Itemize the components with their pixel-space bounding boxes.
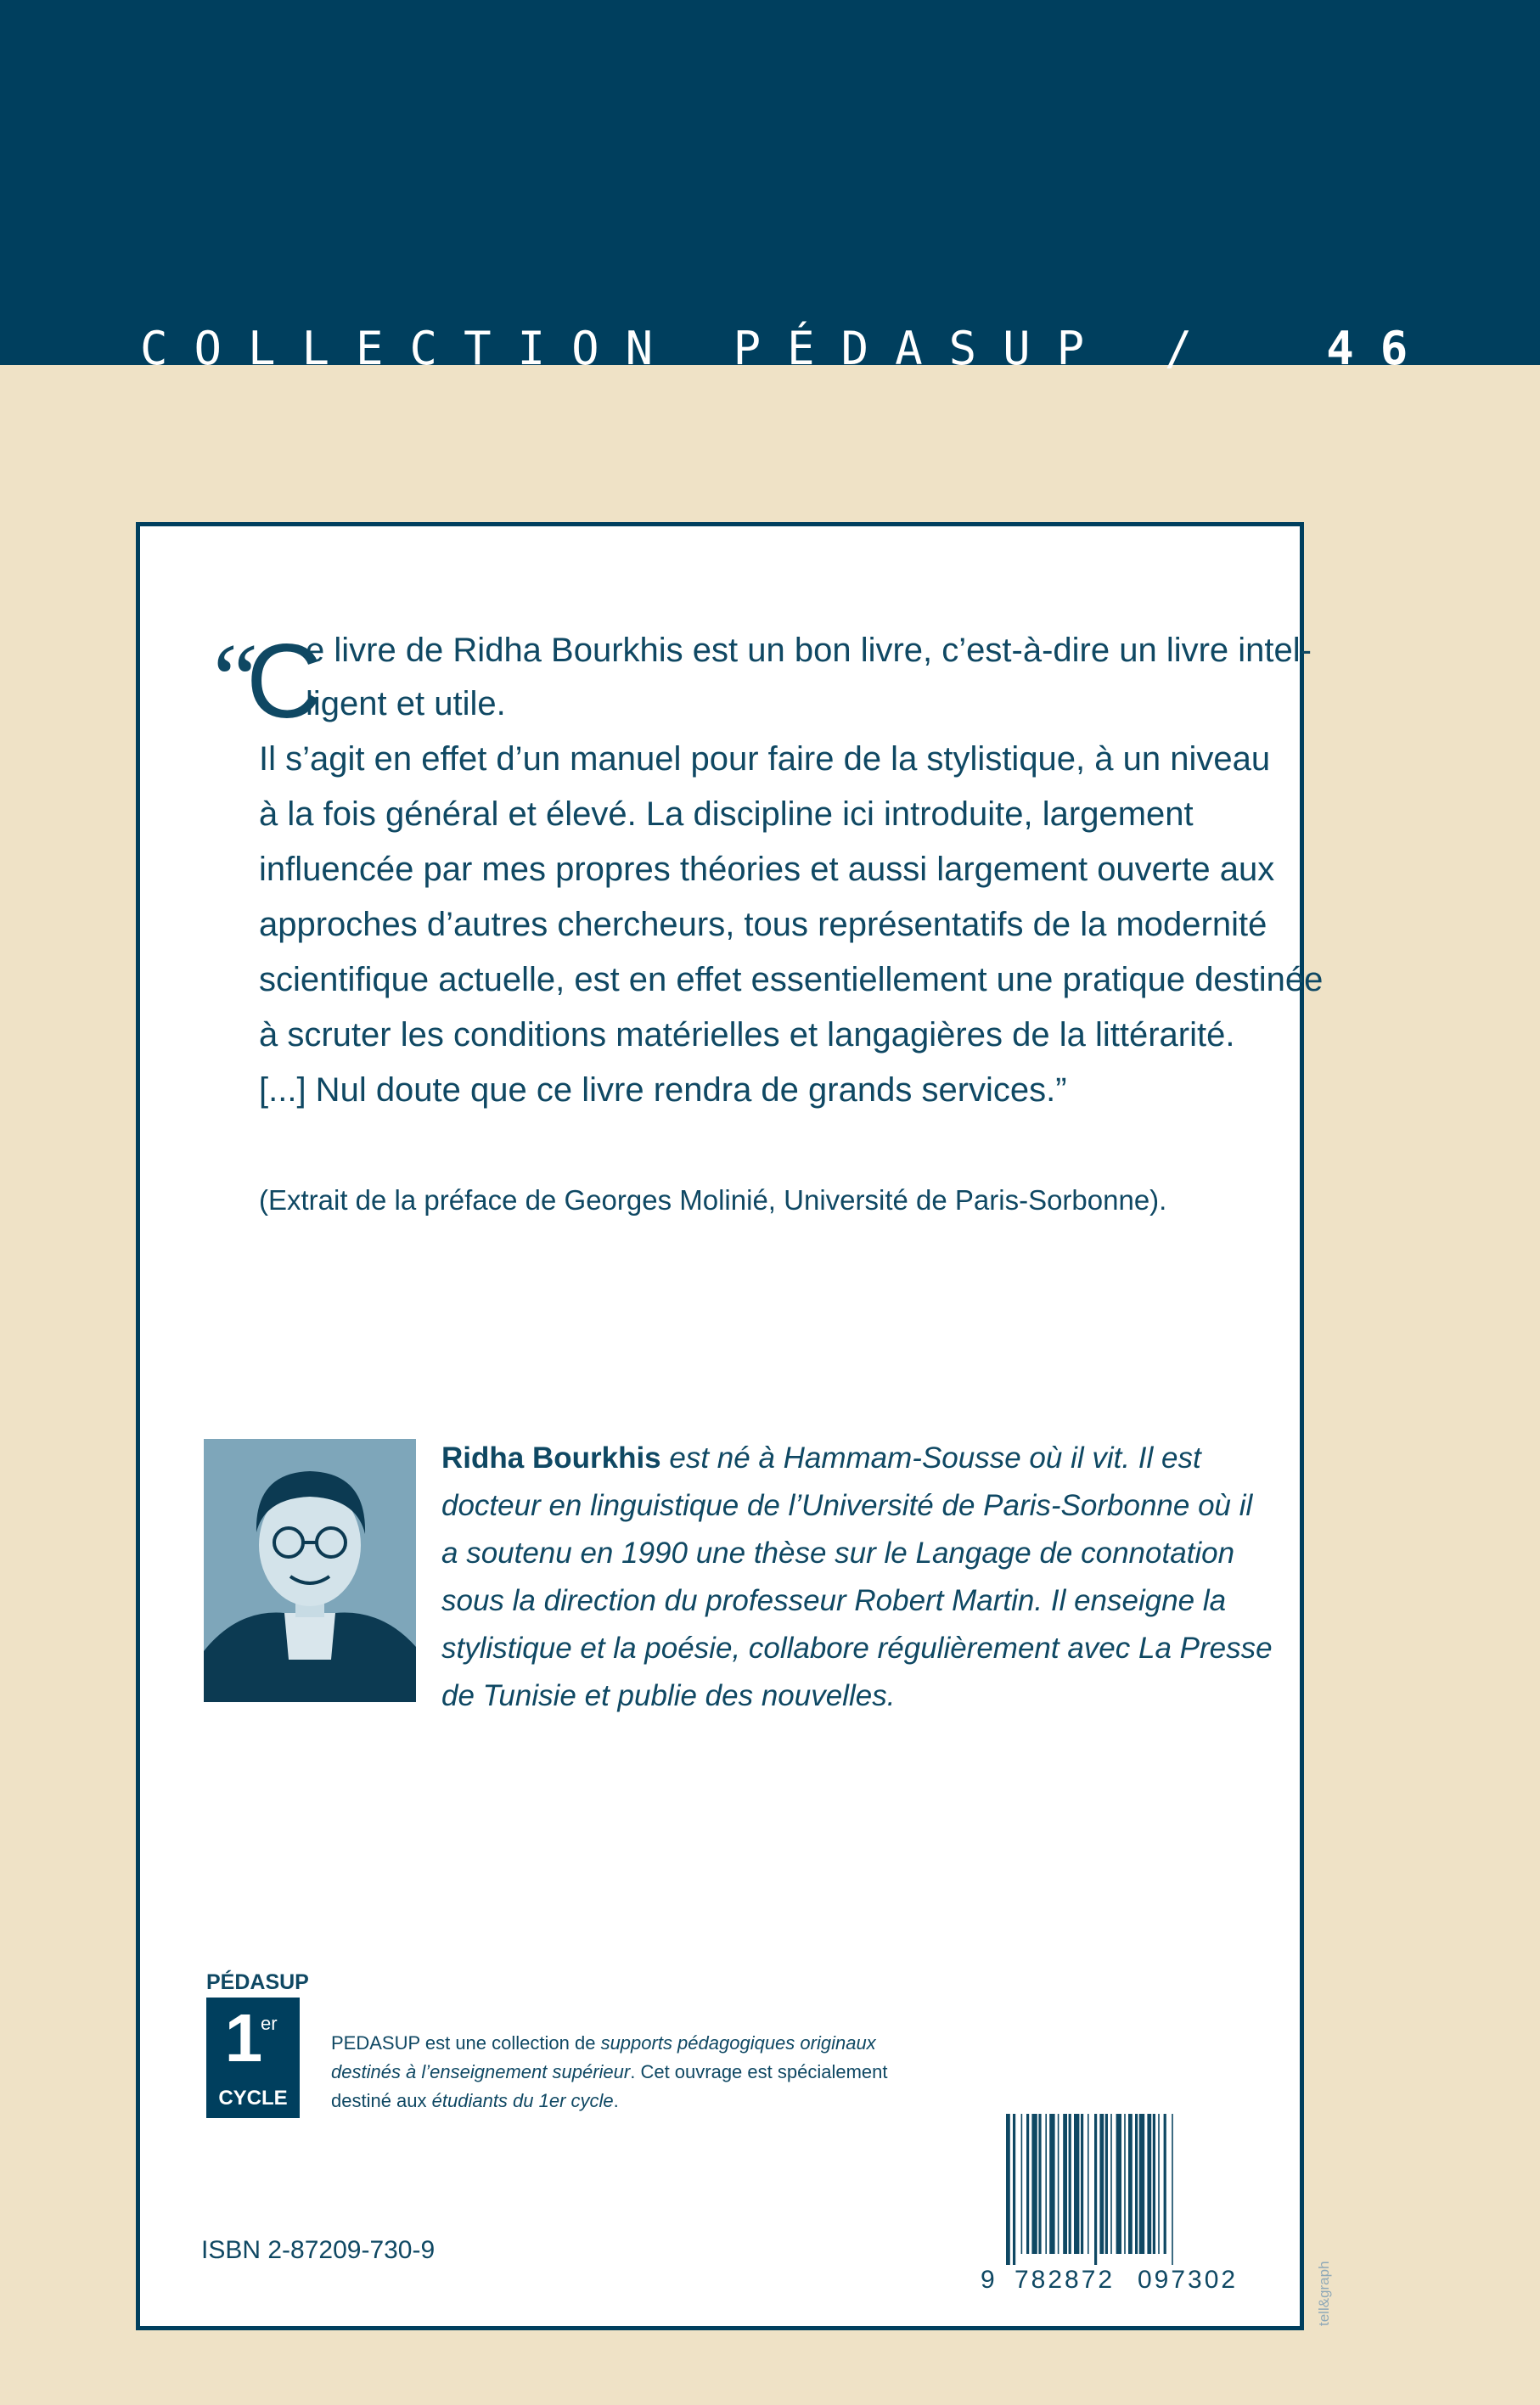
- barcode-group-1: 782872: [1014, 2266, 1116, 2292]
- barcode-bar: [1088, 2114, 1089, 2254]
- barcode-bar: [1081, 2114, 1083, 2254]
- collection-label: COLLECTION PÉDASUP /: [140, 322, 1219, 375]
- barcode-bar: [1124, 2114, 1126, 2254]
- barcode-bar: [1094, 2114, 1097, 2265]
- barcode-bar: [1006, 2114, 1010, 2265]
- barcode-bar: [1139, 2114, 1144, 2254]
- quote-drop-cap: C: [246, 623, 323, 740]
- collection-title: [140, 321, 1434, 377]
- barcode-first-digit: 9: [981, 2266, 995, 2292]
- barcode-bar: [1116, 2114, 1121, 2254]
- quote-line: scientifique actuelle, est en effet essentiellement une pratique destinée: [259, 961, 1324, 998]
- author-portrait-icon: [204, 1439, 416, 1702]
- quote-source: (Extrait de la préface de Georges Molinié, Université de Paris-Sorbonne).: [259, 1184, 1167, 1216]
- quote-open-mark: “: [203, 622, 260, 735]
- barcode-bar: [1063, 2114, 1067, 2254]
- barcode-bar: [1105, 2114, 1108, 2254]
- top-band: [0, 0, 1540, 365]
- barcode-bars: [1006, 2114, 1173, 2265]
- barcode-bar: [1172, 2114, 1173, 2265]
- barcode-bar: [1049, 2114, 1054, 2254]
- printer-credit: tell&graph: [1316, 2261, 1332, 2326]
- isbn: ISBN 2-87209-730-9: [201, 2236, 436, 2264]
- barcode-bar: [1135, 2114, 1138, 2254]
- quote-line: approches d’autres chercheurs, tous représentatifs de la modernité: [259, 906, 1267, 943]
- barcode-bar: [1110, 2114, 1112, 2254]
- author-name: Ridha Bourkhis: [441, 1441, 661, 1475]
- bio-line: sous la direction du professeur Robert Martin. Il enseigne la: [441, 1584, 1227, 1617]
- pedasup-info-line: destiné aux étudiants du 1er cycle.: [331, 2090, 619, 2111]
- badge-suffix: er: [261, 2013, 278, 2034]
- barcode-bar: [1153, 2114, 1155, 2254]
- badge-cycle: CYCLE: [218, 2087, 288, 2110]
- barcode-group-2: 097302: [1138, 2266, 1239, 2292]
- barcode-bar: [1164, 2114, 1166, 2254]
- quote-line: ligent et utile.: [306, 685, 506, 722]
- barcode-bar: [1074, 2114, 1079, 2254]
- badge-number: 1: [224, 2000, 263, 2076]
- barcode-bar: [1021, 2114, 1023, 2254]
- pedasup-info-line: destinés à l’enseignement supérieur. Cet ouvrage est spécialement: [331, 2061, 888, 2082]
- author-photo: [204, 1439, 416, 1702]
- barcode-bar: [1031, 2114, 1037, 2254]
- collection-number: 46: [1326, 322, 1435, 375]
- bio-line: a soutenu en 1990 une thèse sur le Langage de connotation: [441, 1537, 1235, 1570]
- pedasup-label: PÉDASUP: [206, 1970, 309, 1994]
- barcode-bar: [1099, 2114, 1104, 2254]
- barcode-bar: [1038, 2114, 1041, 2254]
- quote-line: Il s’agit en effet d’un manuel pour faire de la stylistique, à un niveau: [259, 740, 1271, 778]
- barcode: [981, 2114, 1269, 2292]
- barcode-bar: [1026, 2114, 1029, 2254]
- quote-line: à la fois général et élevé. La discipline ici introduite, largement: [259, 795, 1194, 833]
- quote-line: à scruter les conditions matérielles et langagières de la littérarité.: [259, 1016, 1235, 1054]
- bio-line: Ridha Bourkhis est né à Hammam-Sousse où il vit. Il est: [441, 1441, 1201, 1475]
- quote-line: [...] Nul doute que ce livre rendra de grands services.”: [259, 1071, 1067, 1109]
- barcode-bar: [1058, 2114, 1059, 2254]
- bio-line: stylistique et la poésie, collabore régulièrement avec La Presse: [441, 1632, 1273, 1665]
- barcode-bar: [1158, 2114, 1160, 2254]
- barcode-bar: [1045, 2114, 1047, 2254]
- bio-line: de Tunisie et publie des nouvelles.: [441, 1679, 896, 1712]
- barcode-bar: [1069, 2114, 1071, 2254]
- pedasup-info-line: PEDASUP est une collection de supports pédagogiques originaux: [331, 2032, 876, 2054]
- barcode-bar: [1013, 2114, 1015, 2265]
- quote-line: influencée par mes propres théories et aussi largement ouverte aux: [259, 851, 1275, 888]
- bio-line: docteur en linguistique de l’Université de Paris-Sorbonne où il: [441, 1489, 1253, 1522]
- pedasup-badge: [206, 1998, 300, 2118]
- barcode-bar: [1147, 2114, 1151, 2254]
- quote-line: e livre de Ridha Bourkhis est un bon livre, c’est-à-dire un livre intel-: [306, 632, 1312, 669]
- barcode-bar: [1128, 2114, 1133, 2254]
